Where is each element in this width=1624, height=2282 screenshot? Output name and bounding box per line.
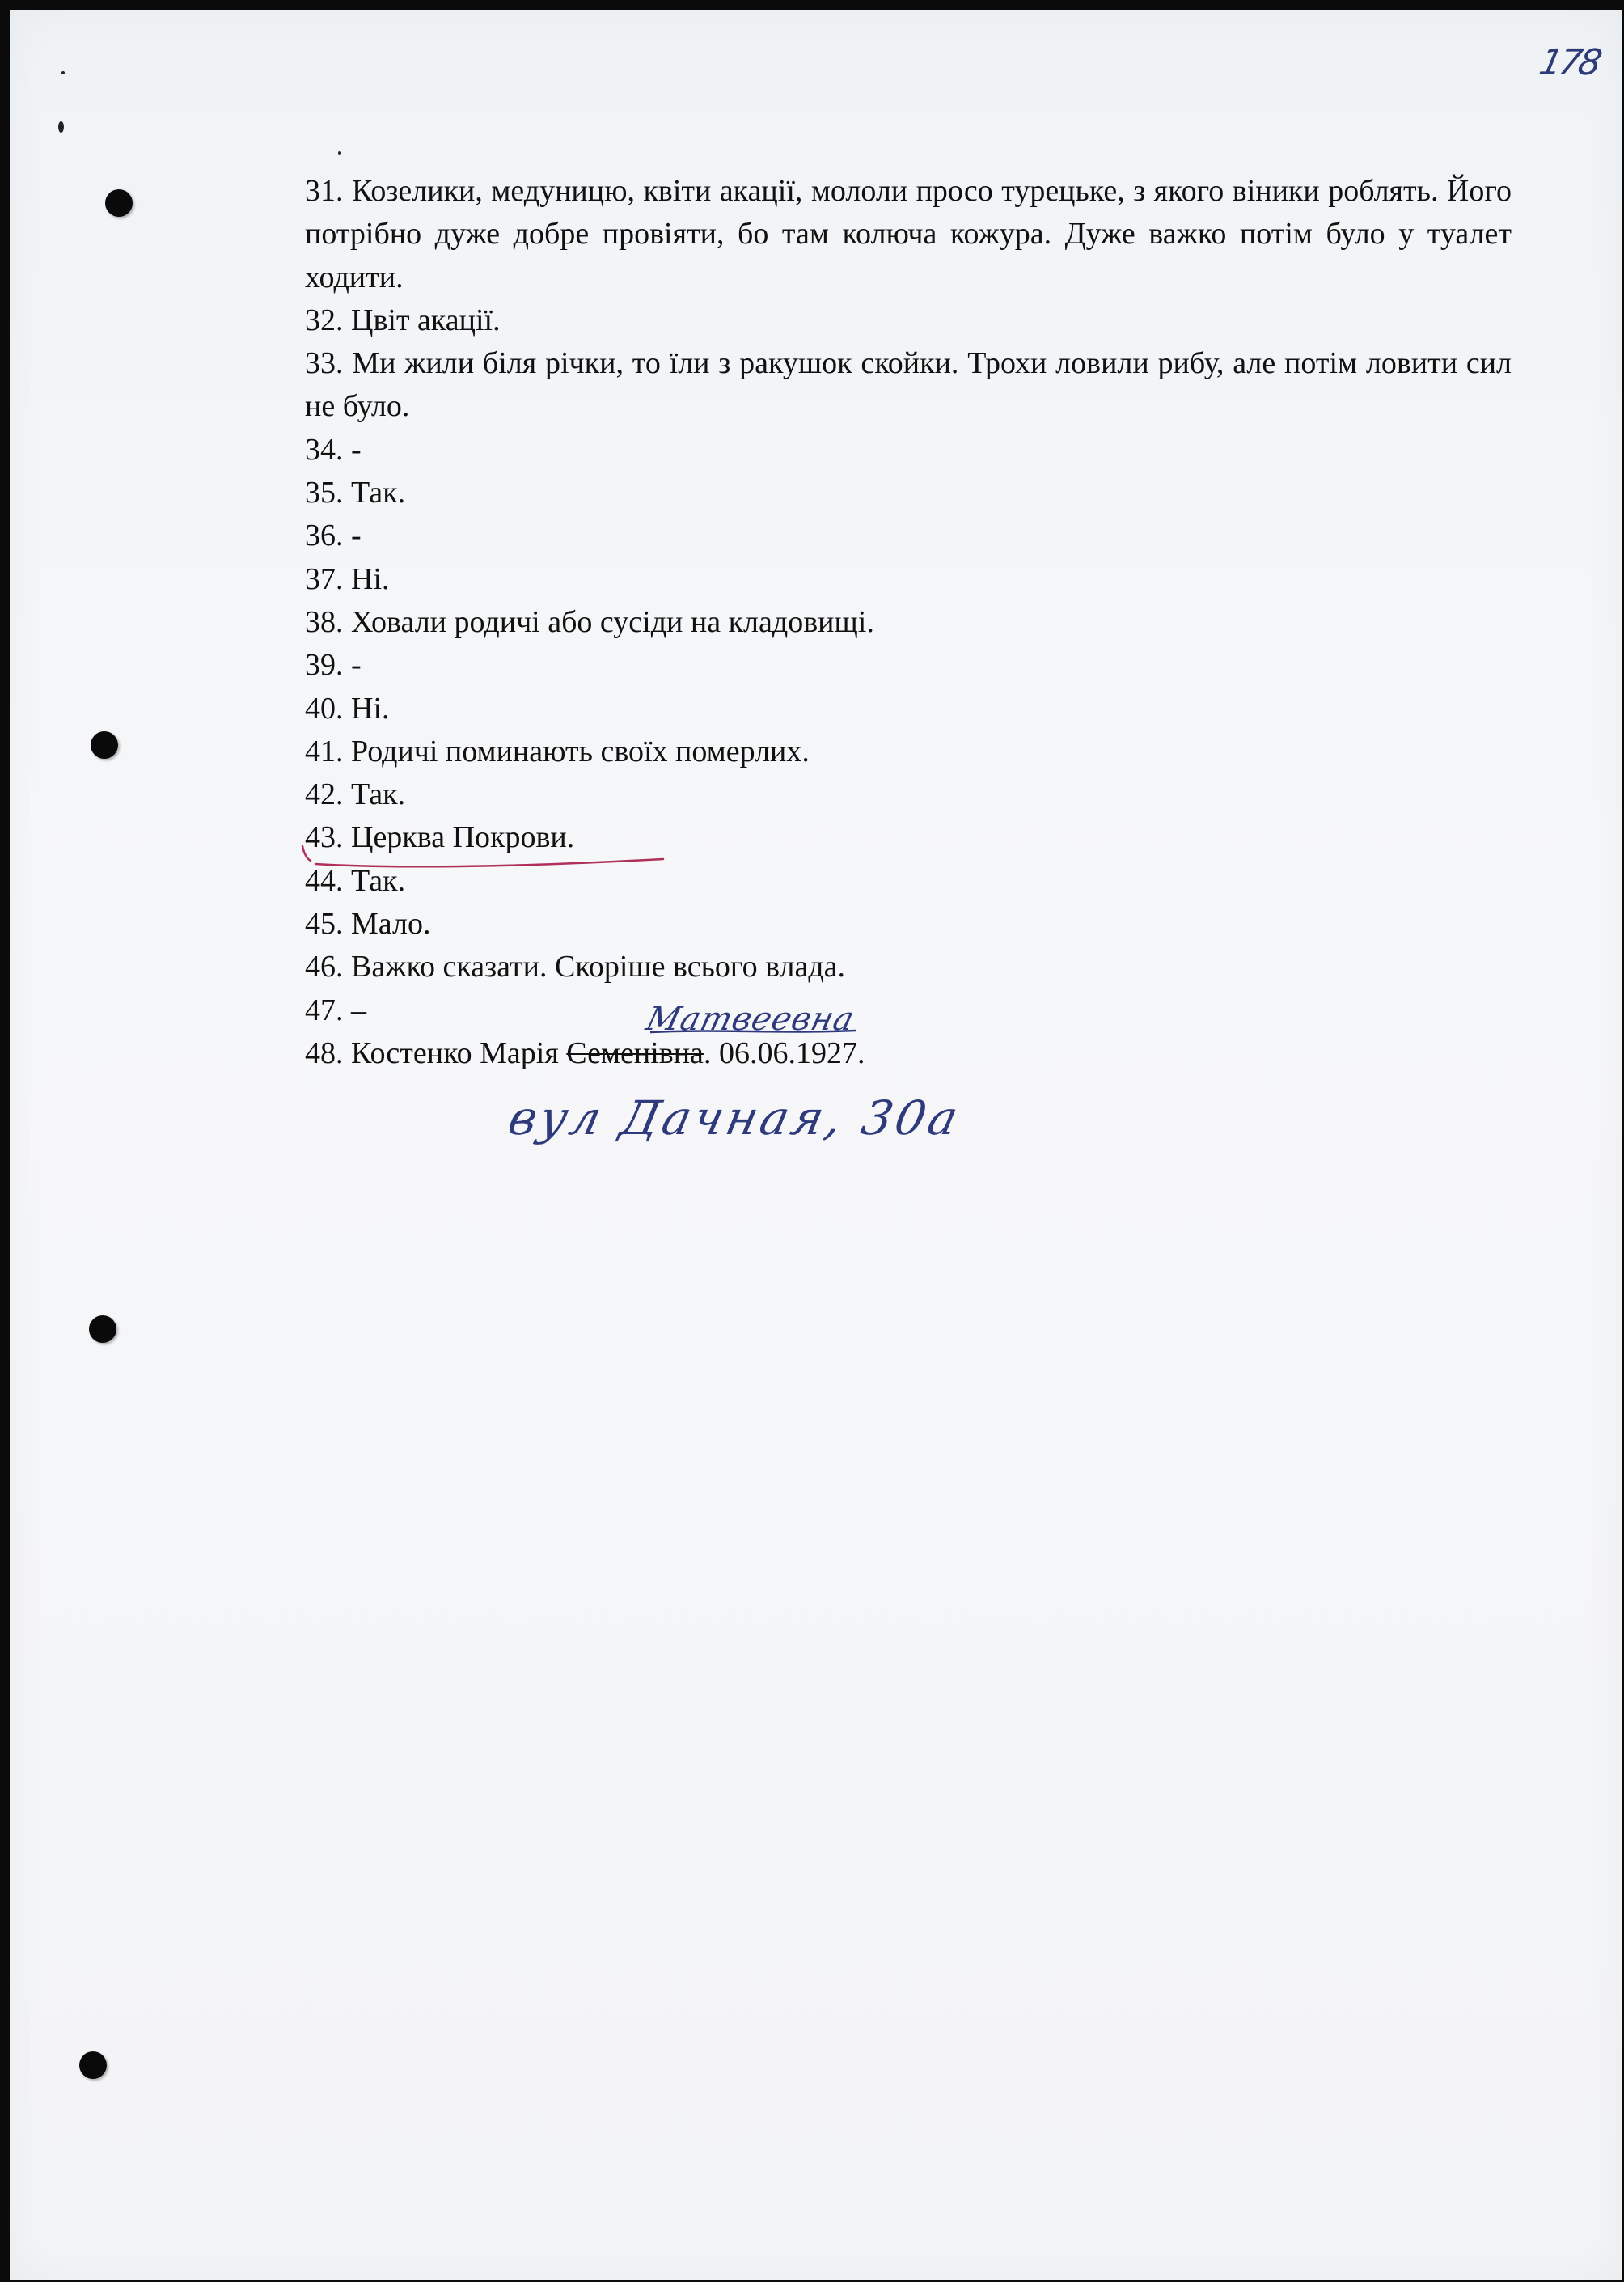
handwritten-page-number <box>1535 42 1611 87</box>
answer-44: 44. Так. <box>305 863 406 898</box>
page-number-text: 178 <box>1535 42 1603 83</box>
punch-hole <box>89 1315 116 1343</box>
document-body <box>305 170 1512 1075</box>
handwritten-correction: Матвеевна <box>642 1001 859 1038</box>
answer-48-prefix: 48. Костенко Марія <box>305 1035 567 1070</box>
correction-underline <box>649 1026 859 1037</box>
answer-34: 34. - <box>305 432 362 467</box>
answer-45: 45. Мало. <box>305 907 431 942</box>
answer-40: 40. Ні. <box>305 691 390 726</box>
red-underline-mark <box>299 843 671 875</box>
answer-48-suffix: . 06.06.1927. <box>703 1035 865 1070</box>
answer-46: 46. Важко сказати. Скоріше всього влада. <box>305 950 846 984</box>
answer-31: 31. Козелики, медуницю, квіти акації, мололи просо турецьке, з якого віники роблять. Його потрібно дуже добре провіяти, бо там колюча кожура. Дуже важко потім було у туалет ходити. <box>305 174 1512 294</box>
punch-hole <box>105 189 133 217</box>
answer-32: 32. Цвіт акації. <box>305 303 501 337</box>
answer-37: 37. Ні. <box>305 561 390 596</box>
answer-35: 35. Так. <box>305 476 406 510</box>
answer-48 <box>305 1032 1512 1075</box>
answer-41: 41. Родичі поминають своїх померлих. <box>305 734 810 768</box>
answer-42: 42. Так. <box>305 777 406 812</box>
answer-38: 38. Ховали родичі або сусіди на кладовищі. <box>305 604 874 639</box>
answer-36: 36. - <box>305 519 362 553</box>
answer-47: 47. – <box>305 993 366 1027</box>
scan-speck <box>61 71 65 74</box>
punch-hole <box>91 731 118 759</box>
handwritten-address: вул Дачная, 30а <box>503 1090 966 1145</box>
punch-hole <box>79 2051 107 2079</box>
answer-39: 39. - <box>305 648 362 683</box>
struck-patronymic: Семенівна <box>566 1035 704 1070</box>
scan-speck <box>338 151 341 155</box>
document-page <box>10 10 1622 2280</box>
answer-43: 43. Церква Покрови. <box>305 820 575 855</box>
scan-speck <box>58 121 64 133</box>
answer-33: 33. Ми жили біля річки, то їли з ракушок скойки. Трохи ловили рибу, але потім ловити сил не було. <box>305 346 1512 424</box>
